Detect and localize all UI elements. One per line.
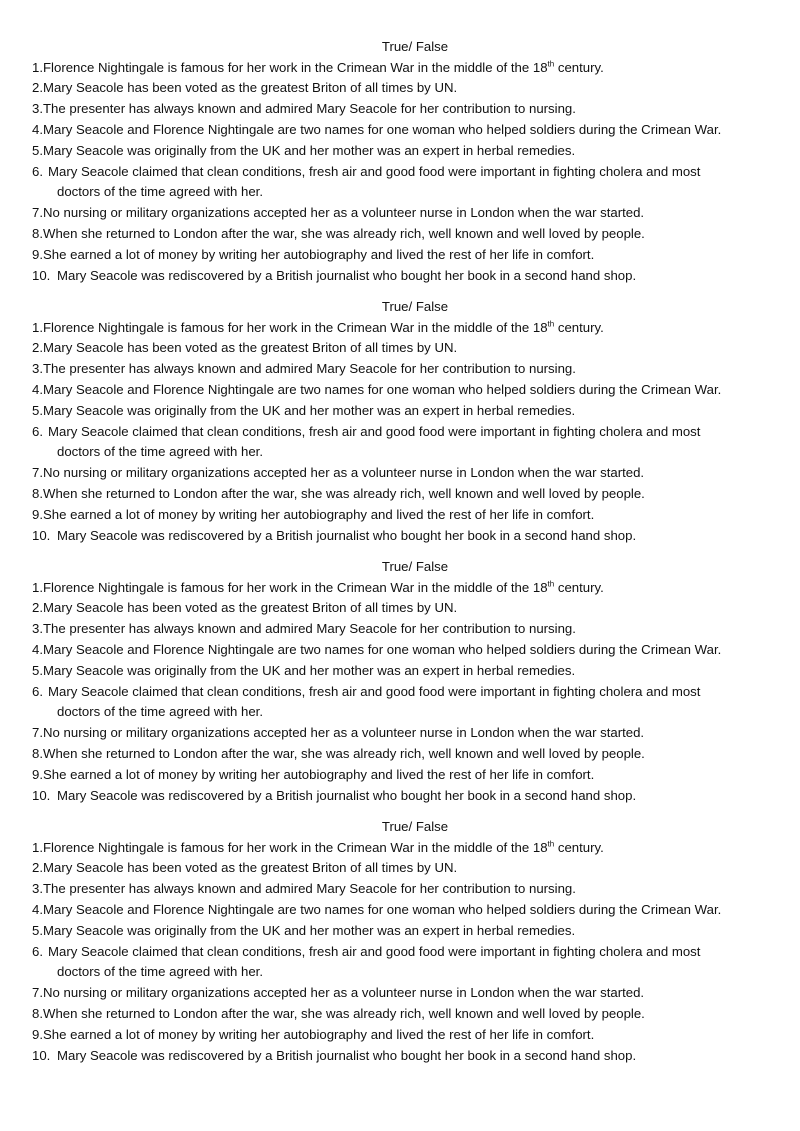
question-item xyxy=(32,58,772,79)
question-number: 1. xyxy=(32,579,43,595)
question-item xyxy=(32,682,772,724)
question-text-part: Mary Seacole was originally from the UK and her mother was an expert in herbal remedies. xyxy=(43,402,576,418)
question-list xyxy=(32,318,772,547)
question-number: 4. xyxy=(32,641,43,657)
question-item xyxy=(32,765,772,786)
question-text-part: When she returned to London after the war, she was already rich, well known and well loved by people. xyxy=(43,485,645,501)
question-text xyxy=(43,900,772,921)
question-text xyxy=(43,598,772,619)
question-list xyxy=(32,578,772,807)
question-text-part: Mary Seacole and Florence Nightingale are two names for one woman who helped soldiers during the Crimean War. xyxy=(43,381,722,397)
question-text xyxy=(48,942,772,984)
question-text-part: Mary Seacole has been voted as the greatest Briton of all times by UN. xyxy=(43,600,458,616)
question-item xyxy=(32,744,772,765)
question-text-part: No nursing or military organizations accepted her as a volunteer nurse in London when the war started. xyxy=(43,465,645,481)
question-text xyxy=(43,640,772,661)
question-number: 5. xyxy=(32,662,43,678)
question-item xyxy=(32,359,772,380)
question-text xyxy=(48,422,772,464)
question-item xyxy=(32,203,772,224)
question-text-part: Mary Seacole and Florence Nightingale are two names for one woman who helped soldiers during the Crimean War. xyxy=(43,121,722,137)
question-text xyxy=(43,99,772,120)
question-number: 5. xyxy=(32,922,43,938)
question-text xyxy=(57,786,772,807)
question-number: 4. xyxy=(32,381,43,397)
question-text xyxy=(43,245,772,266)
question-number: 7. xyxy=(32,725,43,741)
question-text-part: She earned a lot of money by writing her autobiography and lived the rest of her life in comfort. xyxy=(43,1026,595,1042)
question-text-part: The presenter has always known and admired Mary Seacole for her contribution to nursing. xyxy=(43,621,576,637)
question-number: 2. xyxy=(32,860,43,876)
question-item xyxy=(32,422,772,464)
question-number: 10. xyxy=(32,787,51,803)
question-item xyxy=(32,578,772,599)
question-item xyxy=(32,983,772,1004)
question-text-line: Mary Seacole claimed that clean conditions, fresh air and good food were important in fighting cholera and most xyxy=(48,163,701,179)
ordinal-suffix: th xyxy=(547,59,555,69)
question-number: 1. xyxy=(32,59,43,75)
question-text xyxy=(48,162,772,204)
question-text xyxy=(43,505,772,526)
question-number: 6. xyxy=(32,683,43,699)
question-text xyxy=(43,983,772,1004)
question-text-part: century. xyxy=(554,59,604,75)
question-item xyxy=(32,318,772,339)
true-false-block-4 xyxy=(32,817,772,1066)
question-text-part: century. xyxy=(554,579,604,595)
question-text xyxy=(43,578,772,599)
question-number: 9. xyxy=(32,1026,43,1042)
question-number: 4. xyxy=(32,121,43,137)
question-number: 7. xyxy=(32,985,43,1001)
question-text-part: Mary Seacole was rediscovered by a British journalist who bought her book in a second hand shop. xyxy=(57,267,637,283)
question-text xyxy=(43,401,772,422)
question-number: 3. xyxy=(32,101,43,117)
question-text-line: Mary Seacole claimed that clean conditions, fresh air and good food were important in fighting cholera and most xyxy=(48,943,701,959)
question-number: 6. xyxy=(32,163,43,179)
question-number: 6. xyxy=(32,423,43,439)
block-title: True/ False xyxy=(381,559,449,574)
question-number: 2. xyxy=(32,340,43,356)
question-item xyxy=(32,99,772,120)
question-number: 1. xyxy=(32,839,43,855)
question-text xyxy=(43,744,772,765)
question-number: 5. xyxy=(32,402,43,418)
question-text xyxy=(43,661,772,682)
question-text xyxy=(43,78,772,99)
question-text xyxy=(43,1025,772,1046)
true-false-block-1 xyxy=(32,37,772,286)
block-title: True/ False xyxy=(381,39,449,54)
question-number: 10. xyxy=(32,1047,51,1063)
question-item xyxy=(32,401,772,422)
question-text xyxy=(43,338,772,359)
question-text-part: century. xyxy=(554,319,604,335)
question-number: 7. xyxy=(32,205,43,221)
question-text xyxy=(43,141,772,162)
question-text xyxy=(43,619,772,640)
question-number: 3. xyxy=(32,621,43,637)
question-item xyxy=(32,266,772,287)
question-number: 10. xyxy=(32,267,51,283)
question-text-part: She earned a lot of money by writing her autobiography and lived the rest of her life in comfort. xyxy=(43,246,595,262)
question-text xyxy=(57,526,772,547)
question-number: 3. xyxy=(32,881,43,897)
question-item xyxy=(32,224,772,245)
question-item xyxy=(32,723,772,744)
question-text-part: Mary Seacole was originally from the UK and her mother was an expert in herbal remedies. xyxy=(43,142,576,158)
question-text-part: Mary Seacole and Florence Nightingale are two names for one woman who helped soldiers during the Crimean War. xyxy=(43,901,722,917)
question-item xyxy=(32,838,772,859)
question-number: 8. xyxy=(32,745,43,761)
question-list xyxy=(32,58,772,287)
question-item xyxy=(32,1004,772,1025)
question-text xyxy=(48,682,772,724)
question-text-part: No nursing or military organizations accepted her as a volunteer nurse in London when the war started. xyxy=(43,985,645,1001)
question-item xyxy=(32,921,772,942)
question-number: 5. xyxy=(32,142,43,158)
question-item xyxy=(32,120,772,141)
question-number: 7. xyxy=(32,465,43,481)
question-text-part: Mary Seacole and Florence Nightingale are two names for one woman who helped soldiers during the Crimean War. xyxy=(43,641,722,657)
question-item xyxy=(32,879,772,900)
question-text-part: When she returned to London after the war, she was already rich, well known and well loved by people. xyxy=(43,225,645,241)
question-item xyxy=(32,484,772,505)
question-item xyxy=(32,338,772,359)
question-text-continuation: doctors of the time agreed with her. xyxy=(57,444,263,460)
question-text-part: Mary Seacole was originally from the UK and her mother was an expert in herbal remedies. xyxy=(43,662,576,678)
question-number: 2. xyxy=(32,600,43,616)
question-item xyxy=(32,380,772,401)
question-number: 9. xyxy=(32,766,43,782)
question-text-part: Mary Seacole has been voted as the greatest Briton of all times by UN. xyxy=(43,860,458,876)
question-number: 8. xyxy=(32,225,43,241)
question-text xyxy=(43,359,772,380)
question-text-part: Mary Seacole was rediscovered by a British journalist who bought her book in a second hand shop. xyxy=(57,1047,637,1063)
ordinal-suffix: th xyxy=(547,319,555,329)
question-text-part: Florence Nightingale is famous for her work in the Crimean War in the middle of the 18 xyxy=(43,579,548,595)
block-title: True/ False xyxy=(381,819,449,834)
question-text-part: She earned a lot of money by writing her autobiography and lived the rest of her life in comfort. xyxy=(43,766,595,782)
question-item xyxy=(32,78,772,99)
question-text xyxy=(43,858,772,879)
question-text xyxy=(57,1046,772,1067)
question-text xyxy=(43,484,772,505)
block-title: True/ False xyxy=(381,299,449,314)
question-text xyxy=(43,58,772,79)
question-list xyxy=(32,838,772,1067)
question-text xyxy=(43,463,772,484)
question-number: 1. xyxy=(32,319,43,335)
question-text-part: When she returned to London after the war, she was already rich, well known and well loved by people. xyxy=(43,745,645,761)
question-text xyxy=(43,765,772,786)
question-number: 9. xyxy=(32,246,43,262)
true-false-block-2 xyxy=(32,297,772,546)
question-text xyxy=(43,380,772,401)
question-item xyxy=(32,786,772,807)
question-number: 3. xyxy=(32,361,43,377)
question-text-continuation: doctors of the time agreed with her. xyxy=(57,704,263,720)
ordinal-suffix: th xyxy=(547,579,555,589)
question-item xyxy=(32,505,772,526)
question-text-line: Mary Seacole claimed that clean conditions, fresh air and good food were important in fighting cholera and most xyxy=(48,683,701,699)
question-text-part: The presenter has always known and admired Mary Seacole for her contribution to nursing. xyxy=(43,881,576,897)
question-item xyxy=(32,858,772,879)
question-text-part: Mary Seacole was originally from the UK and her mother was an expert in herbal remedies. xyxy=(43,922,576,938)
question-item xyxy=(32,619,772,640)
question-item xyxy=(32,463,772,484)
question-number: 8. xyxy=(32,485,43,501)
question-number: 9. xyxy=(32,506,43,522)
question-text-part: No nursing or military organizations accepted her as a volunteer nurse in London when the war started. xyxy=(43,205,645,221)
question-number: 4. xyxy=(32,901,43,917)
question-text-part: Mary Seacole was rediscovered by a British journalist who bought her book in a second hand shop. xyxy=(57,787,637,803)
question-item xyxy=(32,900,772,921)
question-text-continuation: doctors of the time agreed with her. xyxy=(57,184,263,200)
question-text xyxy=(43,838,772,859)
question-text-part: Florence Nightingale is famous for her work in the Crimean War in the middle of the 18 xyxy=(43,59,548,75)
question-text-part: century. xyxy=(554,839,604,855)
question-item xyxy=(32,1046,772,1067)
question-text-part: When she returned to London after the war, she was already rich, well known and well loved by people. xyxy=(43,1005,645,1021)
question-item xyxy=(32,1025,772,1046)
question-text xyxy=(43,224,772,245)
ordinal-suffix: th xyxy=(547,839,555,849)
question-item xyxy=(32,942,772,984)
question-text-part: Florence Nightingale is famous for her work in the Crimean War in the middle of the 18 xyxy=(43,319,548,335)
true-false-block-3 xyxy=(32,557,772,806)
question-number: 10. xyxy=(32,527,51,543)
question-text-part: She earned a lot of money by writing her autobiography and lived the rest of her life in comfort. xyxy=(43,506,595,522)
question-text-part: Mary Seacole has been voted as the greatest Briton of all times by UN. xyxy=(43,80,458,96)
question-item xyxy=(32,245,772,266)
question-text-part: Mary Seacole has been voted as the greatest Briton of all times by UN. xyxy=(43,340,458,356)
question-number: 2. xyxy=(32,80,43,96)
question-text xyxy=(43,879,772,900)
question-item xyxy=(32,526,772,547)
question-text-part: Florence Nightingale is famous for her work in the Crimean War in the middle of the 18 xyxy=(43,839,548,855)
question-text-continuation: doctors of the time agreed with her. xyxy=(57,964,263,980)
question-text xyxy=(43,203,772,224)
question-text xyxy=(57,266,772,287)
question-number: 6. xyxy=(32,943,43,959)
question-item xyxy=(32,162,772,204)
question-text xyxy=(43,318,772,339)
question-text-part: No nursing or military organizations accepted her as a volunteer nurse in London when the war started. xyxy=(43,725,645,741)
question-text xyxy=(43,1004,772,1025)
question-item xyxy=(32,141,772,162)
question-item xyxy=(32,661,772,682)
question-text xyxy=(43,723,772,744)
question-number: 8. xyxy=(32,1005,43,1021)
question-text-part: Mary Seacole was rediscovered by a British journalist who bought her book in a second hand shop. xyxy=(57,527,637,543)
question-text-part: The presenter has always known and admired Mary Seacole for her contribution to nursing. xyxy=(43,361,576,377)
question-item xyxy=(32,598,772,619)
question-text-line: Mary Seacole claimed that clean conditions, fresh air and good food were important in fighting cholera and most xyxy=(48,423,701,439)
question-text-part: The presenter has always known and admired Mary Seacole for her contribution to nursing. xyxy=(43,101,576,117)
question-text xyxy=(43,120,772,141)
question-item xyxy=(32,640,772,661)
question-text xyxy=(43,921,772,942)
